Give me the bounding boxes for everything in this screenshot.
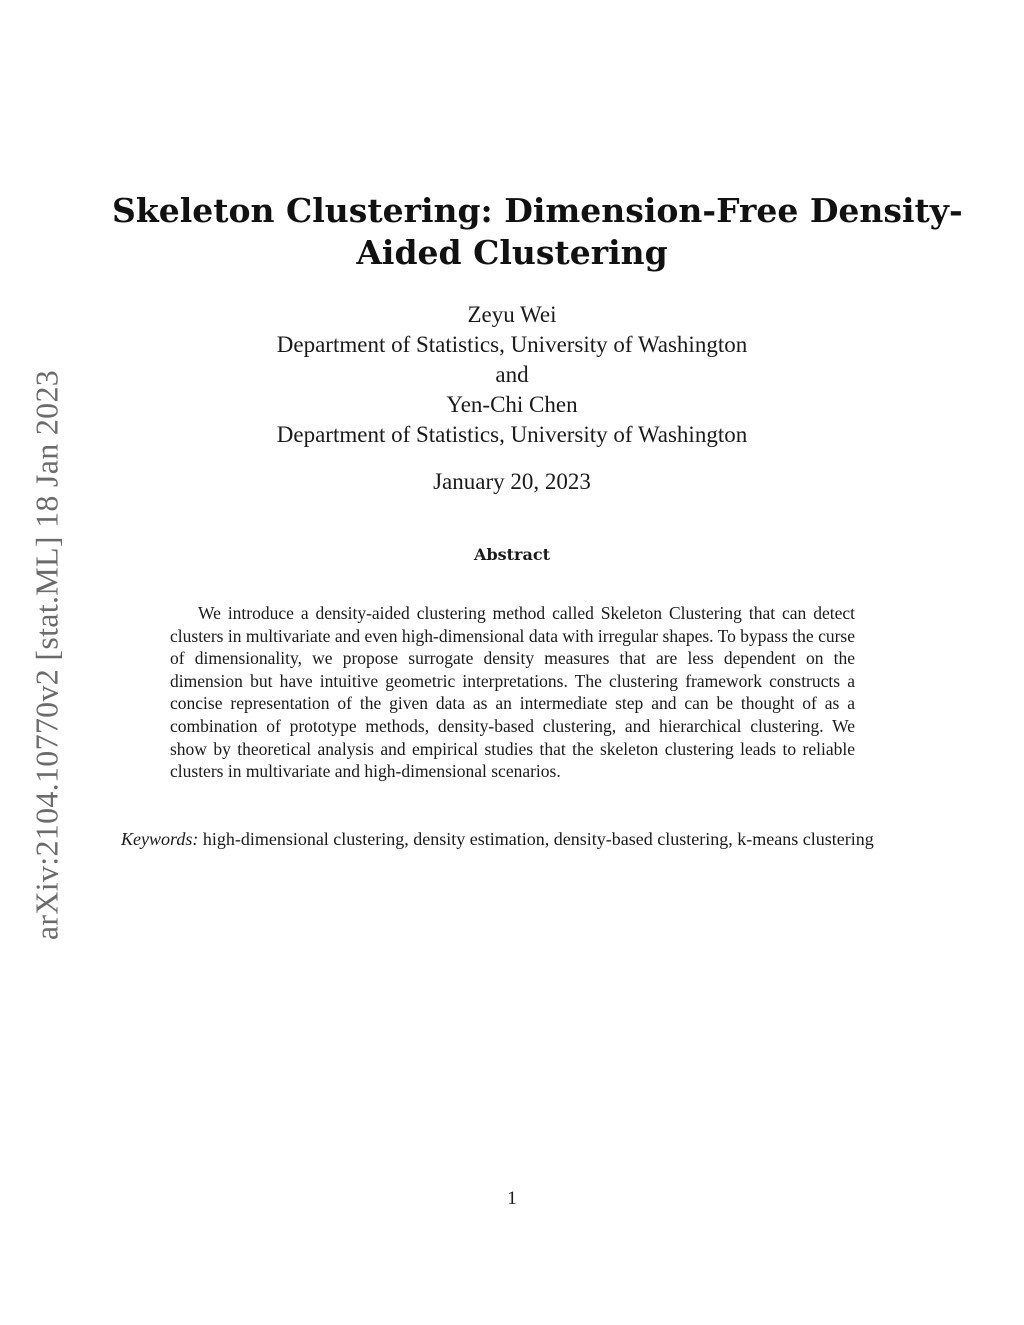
author-name: Zeyu Wei — [467, 302, 557, 327]
paper-title-line-1: Skeleton Clustering: Dimension-Free Density- — [112, 191, 963, 230]
abstract-body: We introduce a density-aided clustering method called Skeleton Clustering that can detect clusters in multivariate and even high-dimensional data with irregular shapes. To bypass the curse of dimensionality, we propose surrogate density measures that are less dependent on the dimension but have intuitive geometric interpretations. The clustering framework constructs a concise representation of the given data as an intermediate step and can be thought of as a combination of prototype methods, density-based clustering, and hierarchical clustering. We show by theoretical analysis and empirical studies that the skeleton clustering leads to reliable clusters in multivariate and high-dimensional scenarios. — [170, 603, 855, 782]
author-separator: and — [495, 362, 529, 387]
paper-date: January 20, 2023 — [433, 469, 591, 494]
paper-title — [112, 190, 963, 274]
page-number: 1 — [507, 1188, 517, 1209]
arxiv-identifier-stamp: arXiv:2104.10770v2 [stat.ML] 18 Jan 2023 — [28, 369, 65, 941]
abstract-heading: Abstract — [474, 545, 550, 564]
author-affiliation: Department of Statistics, University of Washington — [276, 332, 748, 357]
keywords-label: Keywords: — [121, 829, 199, 849]
author-affiliation: Department of Statistics, University of Washington — [276, 422, 748, 447]
keywords-text: high-dimensional clustering, density estimation, density-based clustering, k-means clustering — [202, 829, 874, 849]
paper-title-line-2: Aided Clustering — [356, 233, 668, 272]
keywords-line — [121, 828, 911, 851]
author-name: Yen-Chi Chen — [446, 392, 578, 417]
author-block — [112, 300, 912, 450]
